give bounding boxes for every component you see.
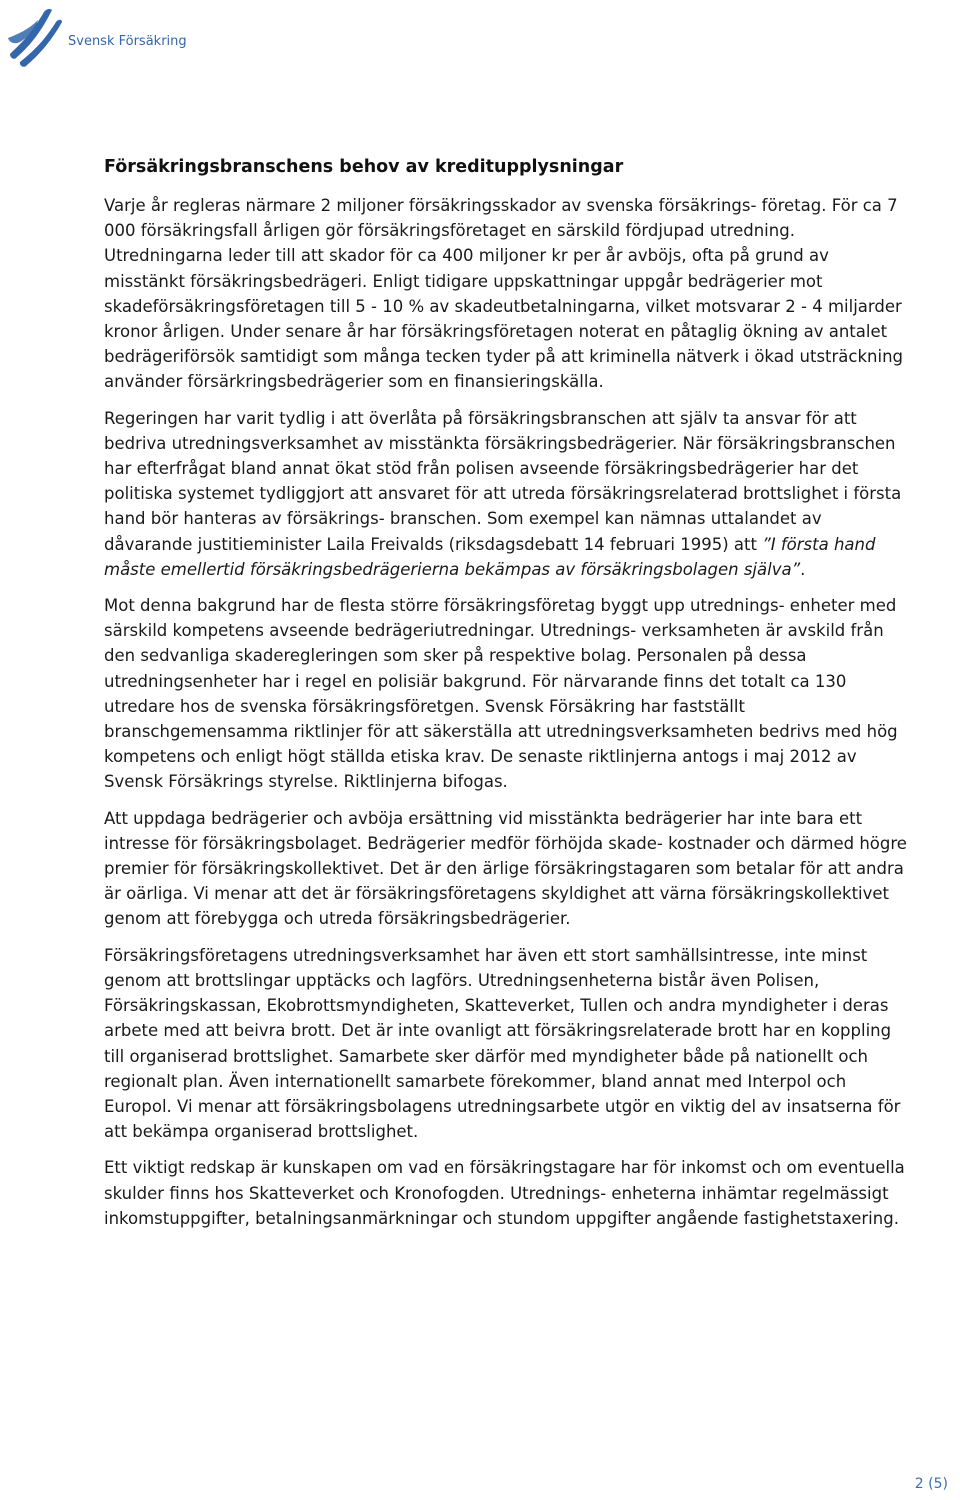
paragraph-2-quote: ”I första hand måste emellertid försäkringsbedrägerierna bekämpas av försäkringsbolagen själva” xyxy=(104,534,876,579)
paragraph-1: Varje år regleras närmare 2 miljoner försäkringsskador av svenska försäkrings- företag. För ca 7 000 försäkringsfall årligen gör försäkringsföretaget en särskild fördjupad utredning. Utredningarna leder till att skador för ca 400 miljoner kr per år avböjs, ofta på grund av misstänkt försäkringsbedrägeri. Enligt tidigare uppskattningar uppgår bedrägerier mot skadeförsäkringsföretagen till 5 - 10 % av skadeutbetalningarna, vilket motsvarar 2 - 4 miljarder kronor årligen. Under senare år har försäkringsföretagen noterat en påtaglig ökning av antalet bedrägeriförsök samtidigt som många tecken tyder på att kriminella nätverk i ökad utsträckning använder försärkringsbedrägerier som en finansieringskälla. xyxy=(104,196,904,392)
document-heading: Försäkringsbranschens behov av kreditupplysningar xyxy=(104,157,624,177)
paragraph-3: Mot denna bakgrund har de flesta större försäkringsföretag byggt upp utrednings- enheter med särskild kompetens avseende bedrägeriutredningar. Utrednings- verksamheten är avskild från den sedvanliga skaderegleringen som sker på respektive bolag. Personalen på dessa utredningsenheter har i regel en polisiär bakgrund. För närvarande finns det totalt ca 130 utredare hos de svenska försäkringsföretgen. Svensk Försäkring har fastställt branschgemensamma riktlinjer för att säkerställa att utredningsverksamheten bedrivs med hög kompetens och enligt högt ställda etiska krav. De senaste riktlinjerna antogs i maj 2012 av Svensk Försäkrings styrelse. Riktlinjerna bifogas. xyxy=(104,596,898,792)
page-number: 2 (5) xyxy=(914,1476,948,1492)
paragraph-5: Försäkringsföretagens utredningsverksamhet har även ett stort samhällsintresse, inte minst genom att brottslingar upptäcks och lagförs. Utredningsenheterna bistår även Polisen, Försäkringskassan, Ekobrottsmyndigheten, Skatteverket, Tullen och andra myndigheter i deras arbete med att beivra brott. Det är inte ovanligt att försäkringsrelaterade brott har en koppling till organiserad brottslighet. Samarbete sker därför med myndigheter både på nationellt och regionalt plan. Även internationellt samarbete förekommer, bland annat med Interpol och Europol. Vi menar att försäkringsbolagens utredningsarbete utgör en viktig del av insatserna för att bekämpa organiserad brottslighet. xyxy=(104,945,901,1142)
paragraph-4: Att uppdaga bedrägerier och avböja ersättning vid misstänkta bedrägerier har inte bara ett intresse för försäkringsbolaget. Bedrägerier medför förhöjda skade- kostnader och därmed högre premier för försäkringskollektivet. Det är den ärlige försäkringstagaren som betalar för att andra är oärliga. Vi menar att det är försäkringsföretagens skyldighet att värna försäkringskollektivet genom att förebygga och utreda försäkringsbedrägerier. xyxy=(104,808,907,929)
paragraph-6: Ett viktigt redskap är kunskapen om vad en försäkringstagare har för inkomst och om eventuella skulder finns hos Skatteverket och Kronofogden. Utrednings- enheterna inhämtar regelmässigt inkomstuppgifter, betalningsanmärkningar och stundom uppgifter angående fastighetstaxering. xyxy=(104,1158,905,1228)
brand-name: Svensk Försäkring xyxy=(68,34,187,49)
paragraph-2-text: Regeringen har varit tydlig i att överlåta på försäkringsbranschen att själv ta ansvar för att bedriva utredningsverksamhet av misstänkta försäkringsbedrägerier. När försäkringsbranschen har efterfrågat bland annat ökat stöd från polisen avseende försäkringsbedrägerier har det politiska systemet tydliggjort att ansvaret för att utreda försäkringsrelaterad brottslighet i första hand bör hanteras av försäkrings- branschen. Som exempel kan nämnas uttalandet av dåvarande justitieminister Laila Freivalds (riksdagsdebatt 14 februari 1995) att xyxy=(104,408,902,554)
brand-logo xyxy=(6,6,187,68)
document-body xyxy=(104,155,914,1242)
paragraph-2 xyxy=(104,406,914,582)
brand-logo-mark-icon xyxy=(6,6,66,68)
paragraph-2-end: . xyxy=(800,559,806,579)
